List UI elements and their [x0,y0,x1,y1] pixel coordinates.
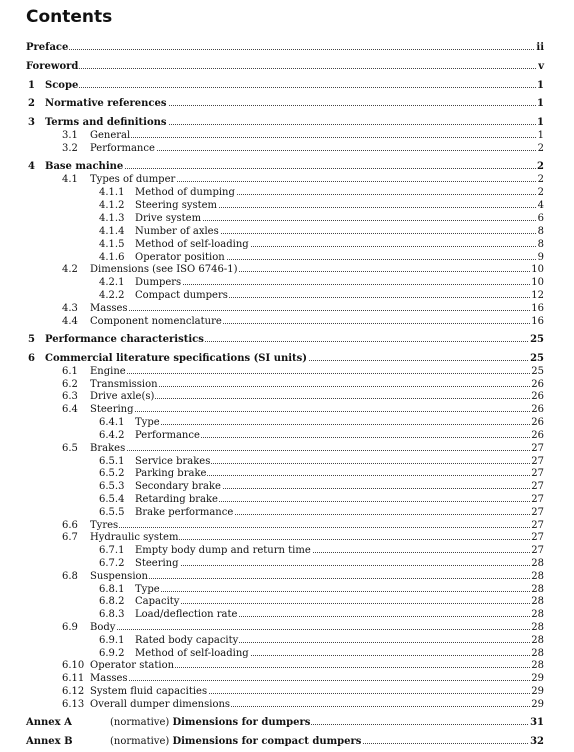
toc-entry-title: Overall dumper dimensions [90,699,231,710]
toc-entry-title: Transmission [90,379,158,390]
toc-entry-title: Capacity [135,596,180,607]
toc-entry[interactable] [0,225,574,238]
toc-entry-number: 4.3 [62,303,78,314]
toc-page-number: 1 [537,117,544,128]
dot-leader [90,129,542,138]
toc-entry-number: 6.1 [62,366,78,377]
toc-entry-number: 6.6 [62,520,78,531]
dot-leader [90,365,542,374]
toc-page-number: 27 [531,456,544,467]
toc-entry-number: 6.5.1 [99,456,125,467]
toc-entry-number: 6.8.3 [99,609,125,620]
toc-entry[interactable] [0,685,574,698]
toc-entry-number: 6.9.1 [99,635,125,646]
toc-page-number: 28 [531,660,544,671]
dot-leader [45,79,542,88]
toc-entry[interactable] [0,698,574,711]
dot-leader [135,557,542,566]
toc-entry-title: Steering system [135,200,218,211]
toc-entry-title: Parking brake [135,468,207,479]
toc-entry-number: 3 [28,117,35,128]
toc-entry[interactable] [0,557,574,570]
toc-entry-title: Foreword [26,61,79,72]
toc-page-number: 1 [537,130,544,141]
toc-entry-number: 3.1 [62,130,78,141]
toc-entry-number: 6.4 [62,404,78,415]
toc-entry[interactable] [0,97,574,110]
toc-entry-title: Rated body capacity [135,635,239,646]
toc-entry-number: 6.8.2 [99,596,125,607]
toc-entry-title: Performance characteristics [45,334,204,345]
toc-page-number: 31 [530,717,544,728]
toc-page-number: 25 [530,353,544,364]
toc-page-number: 1 [537,98,544,109]
toc-page-number: 32 [530,736,544,747]
toc-page-number: 28 [531,648,544,659]
toc-page-number: 26 [531,391,544,402]
toc-entry-number: 6.12 [62,686,85,697]
toc-entry-number: 4.1.1 [99,187,125,198]
toc-page-number: 27 [531,532,544,543]
toc-entry[interactable] [0,79,574,92]
toc-page-number: 26 [531,379,544,390]
toc-page-number: 8 [537,226,544,237]
dot-leader [135,595,542,604]
toc-entry[interactable] [0,173,574,186]
toc-entry-title: Base machine [45,161,124,172]
toc-entry-number: 6.13 [62,699,85,710]
toc-entry-title: Performance [135,430,200,441]
toc-entry[interactable] [0,672,574,685]
toc-entry[interactable] [0,142,574,155]
toc-page-number: 28 [531,584,544,595]
toc-entry[interactable] [0,333,574,346]
toc-entry[interactable] [0,429,574,442]
toc-page-number: 28 [531,622,544,633]
toc-entry-number: 6.7.2 [99,558,125,569]
toc-entry-number: 6.5.4 [99,494,125,505]
dot-leader [135,276,542,285]
toc-entry-number: 4.1.5 [99,239,125,250]
toc-page-number: 1 [537,80,544,91]
toc-entry[interactable] [0,442,574,455]
toc-entry-number: 6 [28,353,35,364]
toc-entry-title: Tyres [90,520,119,531]
toc-entry-number: 6.8 [62,571,78,582]
toc-entry-title: Body [90,622,116,633]
toc-page-number: 27 [531,520,544,531]
dot-leader [90,142,542,151]
toc-entry[interactable] [0,634,574,647]
toc-entry-title: Method of dumping [135,187,235,198]
toc-entry-title: Brake performance [135,507,234,518]
toc-entry[interactable] [0,302,574,315]
toc-entry-number: 4.1.2 [99,200,125,211]
toc-entry-number: 4.1.6 [99,252,125,263]
toc-page-number: 25 [530,334,544,345]
dot-leader [90,442,542,451]
toc-entry-title: Number of axles [135,226,219,237]
page-title: Contents [26,7,113,27]
dot-leader [90,302,542,311]
toc-entry-title: Scope [45,80,79,91]
toc-entry-number: 6.9.2 [99,648,125,659]
toc-entry-number: 4.2.2 [99,290,125,301]
toc-page-number: 29 [531,673,544,684]
dot-leader [26,41,542,50]
toc-entry-title: Secondary brake [135,481,221,492]
toc-entry-number: 6.9 [62,622,78,633]
toc-entry-title: Suspension [90,571,148,582]
toc-entry-number: 5 [28,334,35,345]
toc-entry-title: Brakes [90,443,126,454]
toc-page-number: 29 [531,686,544,697]
toc-entry[interactable] [0,595,574,608]
toc-page-number: 28 [531,558,544,569]
toc-entry[interactable] [0,315,574,328]
annex-title: Dimensions for dumpers [172,717,311,728]
toc-entry-title: Masses [90,303,128,314]
toc-entry-title: Load/deflection rate [135,609,238,620]
toc-page-number: 27 [531,481,544,492]
toc-entry[interactable] [0,570,574,583]
dot-leader [135,583,542,592]
toc-entry-title: System fluid capacities [90,686,208,697]
toc-entry-title: Preface [26,42,69,53]
toc-page-number: 12 [531,290,544,301]
toc-entry[interactable] [0,506,574,519]
toc-page-number: 28 [531,635,544,646]
toc-entry[interactable] [0,212,574,225]
toc-page-number: 6 [537,213,544,224]
toc-page-number: 16 [531,303,544,314]
toc-entry-title: Steering [135,558,179,569]
toc-entry[interactable] [0,493,574,506]
toc-entry-title: Retarding brake [135,494,218,505]
toc-entry-number: 6.3 [62,391,78,402]
toc-entry-title: Dimensions (see ISO 6746-1) [90,264,238,275]
toc-entry-title: Component nomenclature [90,316,222,327]
toc-page-number: v [538,61,544,72]
toc-page-number: 10 [531,277,544,288]
toc-entry[interactable] [0,480,574,493]
toc-page-number: 2 [537,143,544,154]
toc-entry-title: Empty body dump and return time [135,545,311,556]
toc-entry[interactable] [0,60,574,73]
toc-entry-number: 6.2 [62,379,78,390]
toc-page-number: 4 [537,200,544,211]
toc-entry-number: 4.1 [62,174,78,185]
toc-entry[interactable] [0,160,574,173]
toc-page-number: 27 [531,545,544,556]
toc-entry-number: 6.5 [62,443,78,454]
toc-entry-title: Dumpers [135,277,182,288]
toc-entry-title: Operator station [90,660,175,671]
toc-entry-number: 4.2 [62,264,78,275]
toc-page-number: 9 [537,252,544,263]
toc-page-number: 28 [531,571,544,582]
toc-entry[interactable] [0,659,574,672]
toc-entry-number: 6.8.1 [99,584,125,595]
toc-entry[interactable] [0,276,574,289]
toc-entry[interactable] [0,403,574,416]
toc-page-number: 2 [537,174,544,185]
toc-entry-title: Operator position [135,252,225,263]
toc-entry[interactable] [0,41,574,54]
toc-page-number: 27 [531,494,544,505]
toc-annex-entry[interactable] [0,716,574,729]
dot-leader [90,672,542,681]
toc-entry-number: 4 [28,161,35,172]
toc-entry-number: 6.5.5 [99,507,125,518]
toc-entry[interactable] [0,531,574,544]
toc-page-number: 10 [531,264,544,275]
toc-entry[interactable] [0,544,574,557]
toc-entry-title: Masses [90,673,128,684]
toc-entry-title: Method of self-loading [135,648,249,659]
toc-page-number: 27 [531,443,544,454]
toc-entry-number: 6.4.1 [99,417,125,428]
toc-page-number: 26 [531,404,544,415]
toc-entry-number: 6.7 [62,532,78,543]
toc-page-number: 27 [531,507,544,518]
toc-entry[interactable] [0,116,574,129]
toc-annex-entry[interactable] [0,735,574,748]
toc-entry[interactable] [0,186,574,199]
toc-entry-number: 4.1.4 [99,226,125,237]
toc-entry-title: (normative) Dimensions for dumpers [110,717,311,728]
dot-leader [90,621,542,630]
toc-entry-number: 6.5.2 [99,468,125,479]
toc-page-number: 8 [537,239,544,250]
toc-page-number: 27 [531,468,544,479]
dot-leader [90,390,542,399]
dot-leader [90,570,542,579]
toc-entry-number: 2 [28,98,35,109]
toc-entry[interactable] [0,199,574,212]
toc-entry-title: Types of dumper [90,174,176,185]
toc-entry-number: 1 [28,80,35,91]
toc-entry-title: Compact dumpers [135,290,228,301]
toc-entry[interactable] [0,608,574,621]
dot-leader [135,416,542,425]
toc-page-number: 28 [531,596,544,607]
toc-page-number: 2 [537,187,544,198]
toc-entry-title: Terms and definitions [45,117,167,128]
toc-page-number: ii [536,42,544,53]
toc-entry-title: Method of self-loading [135,239,249,250]
dot-leader [90,519,542,528]
toc-entry[interactable] [0,289,574,302]
toc-page-number: 29 [531,699,544,710]
annex-title: Dimensions for compact dumpers [172,736,362,747]
toc-entry[interactable] [0,390,574,403]
toc-entry-title: Service brakes [135,456,211,467]
toc-entry-title: General [90,130,131,141]
toc-entry-number: Annex A [26,717,72,728]
toc-entry[interactable] [0,263,574,276]
toc-entry[interactable] [0,365,574,378]
toc-entry[interactable] [0,621,574,634]
toc-page-number: 16 [531,316,544,327]
toc-entry[interactable] [0,129,574,142]
toc-entry-number: 4.1.3 [99,213,125,224]
toc-entry-title: Type [135,417,160,428]
toc-entry[interactable] [0,352,574,365]
toc-entry-title: Steering [90,404,134,415]
toc-entry-title: Engine [90,366,126,377]
toc-page-number: 26 [531,417,544,428]
toc-entry-number: 6.10 [62,660,85,671]
toc-entry[interactable] [0,467,574,480]
toc-entry-title: Hydraulic system [90,532,179,543]
toc-entry-title: Performance [90,143,155,154]
toc-entry-number: 6.7.1 [99,545,125,556]
toc-entry-title: Drive system [135,213,202,224]
toc-page-number: 2 [537,161,544,172]
toc-entry-title: (normative) Dimensions for compact dumpers [110,736,362,747]
toc-entry-title: Type [135,584,160,595]
dot-leader [26,60,542,69]
toc-entry[interactable] [0,238,574,251]
toc-page-number: 26 [531,430,544,441]
toc-entry-title: Drive axle(s) [90,391,155,402]
toc-entry-number: 4.4 [62,316,78,327]
dot-leader [90,403,542,412]
toc-entry-number: 6.4.2 [99,430,125,441]
toc-entry-number: 3.2 [62,143,78,154]
toc-entry-number: 6.11 [62,673,85,684]
toc-entry[interactable] [0,416,574,429]
toc-page-number: 25 [531,366,544,377]
toc-entry-title: Commercial literature specifications (SI units) [45,353,308,364]
toc-page-number: 28 [531,609,544,620]
toc-entry-title: Normative references [45,98,167,109]
toc-entry-number: 4.2.1 [99,277,125,288]
toc-entry-number: Annex B [26,736,73,747]
toc-entry-number: 6.5.3 [99,481,125,492]
